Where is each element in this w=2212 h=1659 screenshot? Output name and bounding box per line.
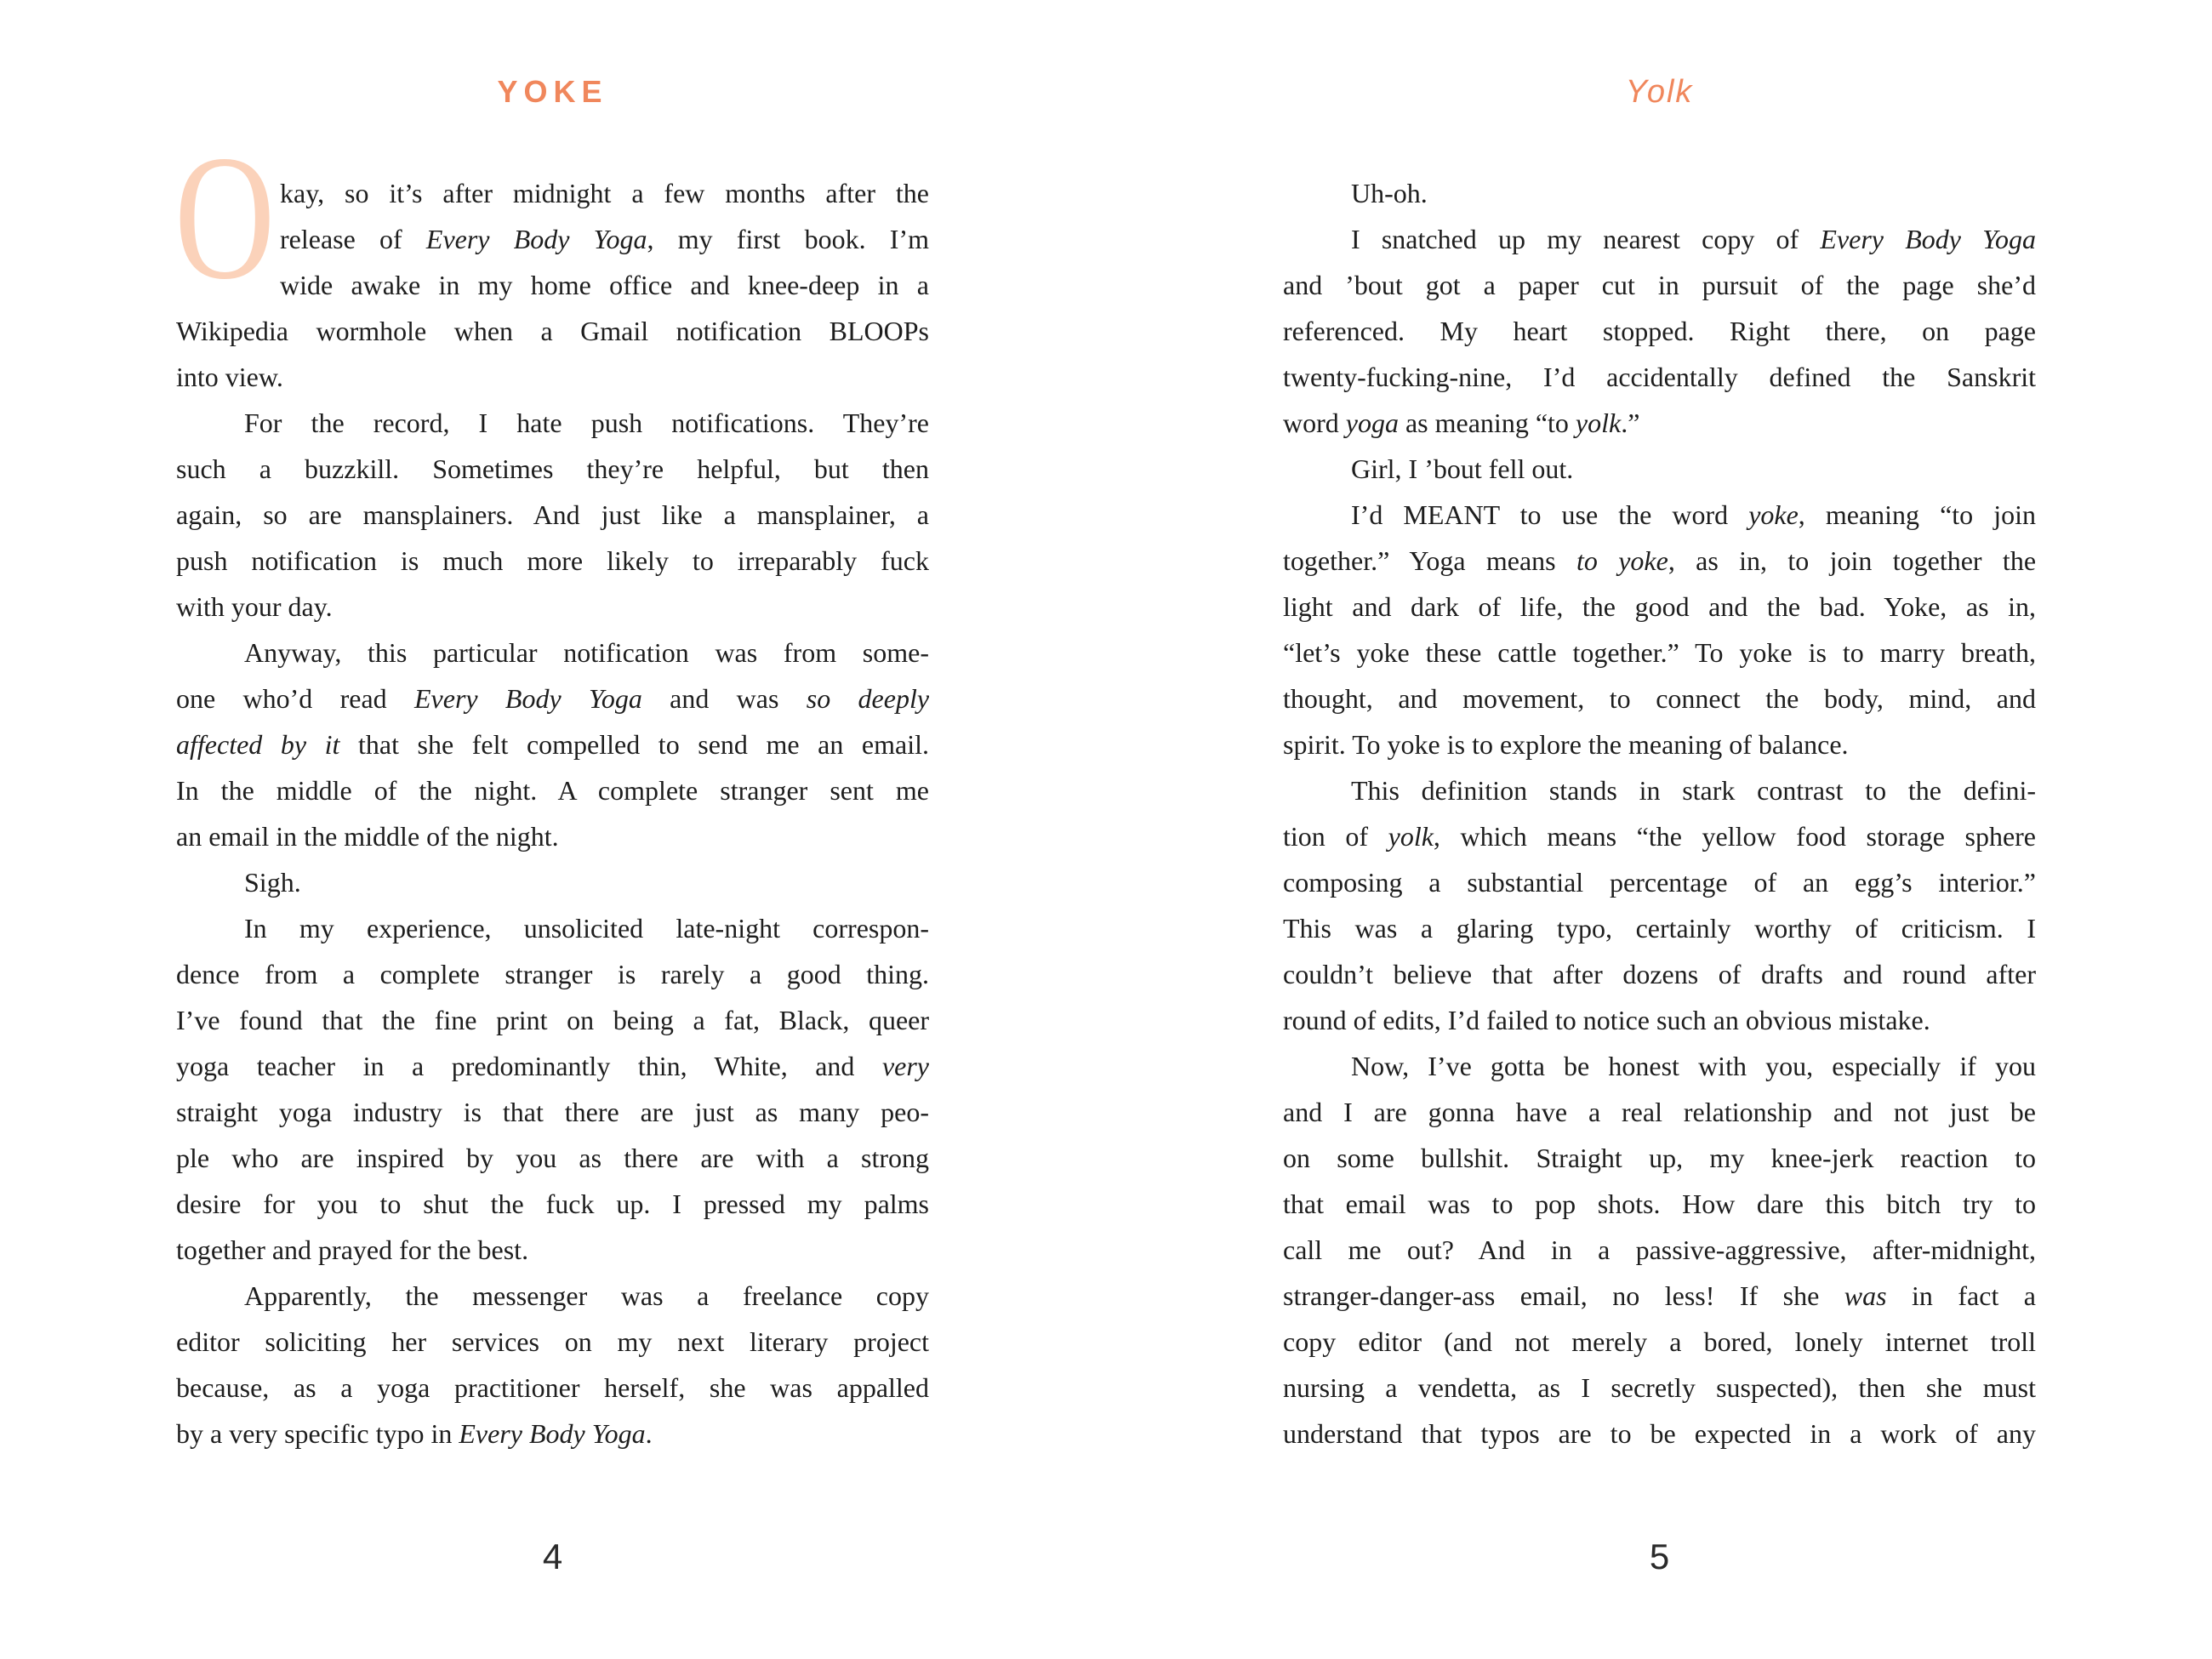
page-recto — [1283, 0, 2036, 1659]
text-line: by a very specific typo in Every Body Yoga. — [176, 1418, 653, 1449]
text-line: thought, and movement, to connect the body, mind, and — [1283, 683, 2036, 714]
text-line: spirit. To yoke is to explore the meaning of balance. — [1283, 729, 1849, 760]
text-line: round of edits, I’d failed to notice such an obvious mistake. — [1283, 1005, 1930, 1035]
text-line: “let’s yoke these cattle together.” To yoke is to marry breath, — [1283, 637, 2036, 668]
text-line: Anyway, this particular notification was from some- — [244, 637, 929, 668]
text-line: twenty-fucking-nine, I’d accidentally defined the Sanskrit — [1283, 362, 2036, 392]
text-line: release of Every Body Yoga, my first book. I’m — [280, 224, 929, 254]
text-line: together.” Yoga means to yoke, as in, to join together the — [1283, 545, 2036, 576]
text-line: and I are gonna have a real relationship and not just be — [1283, 1097, 2036, 1127]
text-line: push notification is much more likely to irreparably fuck — [176, 545, 929, 576]
text-line: Now, I’ve gotta be honest with you, especially if you — [1351, 1051, 2036, 1081]
text-line: understand that typos are to be expected in a work of any — [1283, 1418, 2036, 1449]
text-line: composing a substantial percentage of an egg’s interior.” — [1283, 867, 2036, 898]
text-line: into view. — [176, 362, 283, 392]
page-verso-body — [174, 119, 929, 1457]
running-head-recto: Yolk — [1625, 74, 1694, 110]
text-line: together and prayed for the best. — [176, 1234, 529, 1265]
text-line: This definition stands in stark contrast to the defini- — [1351, 775, 2036, 806]
text-line: In my experience, unsolicited late-night correspon- — [244, 913, 929, 944]
text-line: copy editor (and not merely a bored, lonely internet troll — [1283, 1326, 2036, 1357]
text-line: with your day. — [176, 591, 333, 622]
text-line: because, as a yoga practitioner herself, she was appalled — [176, 1372, 929, 1403]
text-line: and ’bout got a paper cut in pursuit of the page she’d — [1283, 270, 2036, 300]
page-recto-body — [1283, 170, 2036, 1457]
text-line: light and dark of life, the good and the bad. Yoke, as in, — [1283, 591, 2036, 622]
text-line: on some bullshit. Straight up, my knee-jerk reaction to — [1283, 1143, 2036, 1173]
text-line: nursing a vendetta, as I secretly suspected), then she must — [1283, 1372, 2036, 1403]
text-line: tion of yolk, which means “the yellow food storage sphere — [1283, 821, 2036, 852]
text-line: I’d MEANT to use the word yoke, meaning “to join — [1351, 499, 2036, 530]
drop-cap: O — [174, 119, 276, 316]
text-line: that email was to pop shots. How dare this bitch try to — [1283, 1189, 2036, 1219]
text-line: yoga teacher in a predominantly thin, White, and very — [176, 1051, 929, 1081]
text-line: an email in the middle of the night. — [176, 821, 559, 852]
text-line: word yoga as meaning “to yolk.” — [1283, 408, 1640, 438]
text-line: I snatched up my nearest copy of Every Body Yoga — [1351, 224, 2036, 254]
text-line: again, so are mansplainers. And just like a mansplainer, a — [176, 499, 929, 530]
page-number-verso: 4 — [542, 1536, 563, 1576]
text-line: stranger-danger-ass email, no less! If she was in fact a — [1283, 1280, 2036, 1311]
text-line: affected by it that she felt compelled to send me an email. — [176, 729, 929, 760]
running-head-verso: YOKE — [497, 74, 608, 109]
text-line: In the middle of the night. A complete stranger sent me — [176, 775, 929, 806]
page-verso — [176, 0, 929, 1659]
text-line: Wikipedia wormhole when a Gmail notification BLOOPs — [176, 316, 929, 346]
text-line: For the record, I hate push notifications. They’re — [244, 408, 929, 438]
text-line: referenced. My heart stopped. Right there, on page — [1283, 316, 2036, 346]
text-line: Apparently, the messenger was a freelance copy — [244, 1280, 929, 1311]
text-line: This was a glaring typo, certainly worthy of criticism. I — [1283, 913, 2036, 944]
page-number-recto: 5 — [1649, 1536, 1670, 1576]
text-line: call me out? And in a passive-aggressive, after-midnight, — [1283, 1234, 2036, 1265]
text-line: ple who are inspired by you as there are with a strong — [176, 1143, 929, 1173]
text-line: one who’d read Every Body Yoga and was so deeply — [176, 683, 929, 714]
text-line: desire for you to shut the fuck up. I pressed my palms — [176, 1189, 929, 1219]
text-line: I’ve found that the fine print on being a fat, Black, queer — [176, 1005, 929, 1035]
text-line: couldn’t believe that after dozens of drafts and round after — [1283, 959, 2036, 989]
text-line: editor soliciting her services on my next literary project — [176, 1326, 929, 1357]
text-line: Sigh. — [244, 867, 301, 898]
text-line: Uh-oh. — [1351, 178, 1428, 208]
text-line: dence from a complete stranger is rarely a good thing. — [176, 959, 929, 989]
text-line: straight yoga industry is that there are just as many peo- — [176, 1097, 929, 1127]
text-line: such a buzzkill. Sometimes they’re helpful, but then — [176, 453, 929, 484]
text-line: kay, so it’s after midnight a few months after the — [280, 178, 929, 208]
text-line: Girl, I ’bout fell out. — [1351, 453, 1574, 484]
text-line: wide awake in my home office and knee-deep in a — [280, 270, 929, 300]
